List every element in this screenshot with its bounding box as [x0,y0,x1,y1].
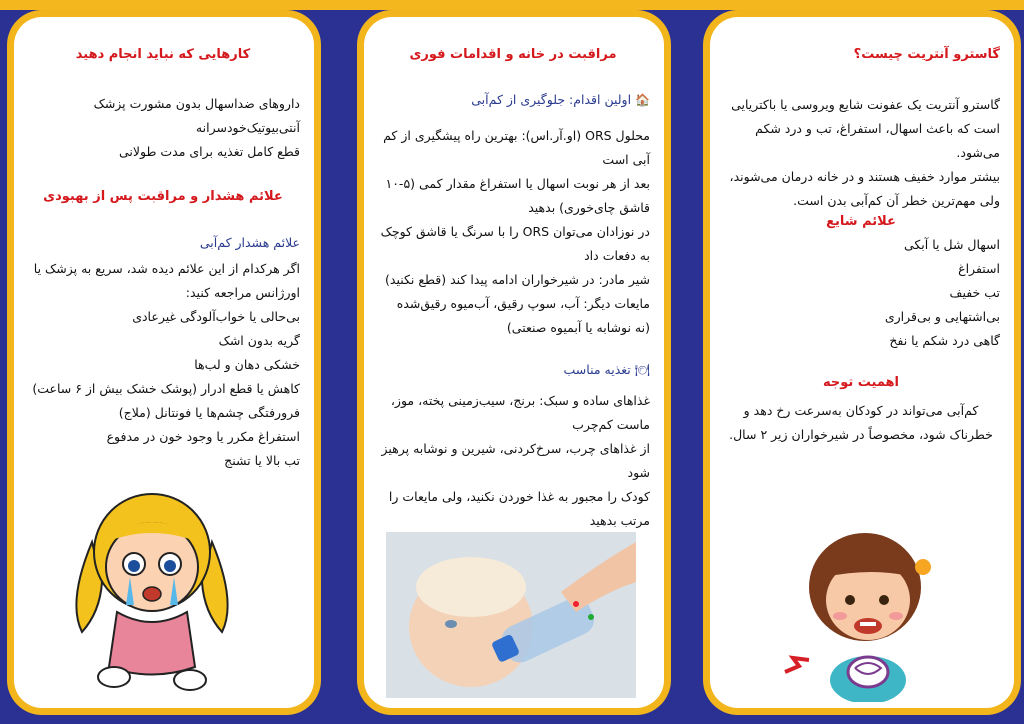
warning-line: اورژانس مراجعه کنید: [185,285,300,300]
warning-title: علائم هشدار و مراقبت پس از بهبودی [43,189,283,204]
first-step-line: مایعات دیگر: آب، سوپ رقیق، آب‌میوه رقیق‌شده [396,296,650,311]
panel-donts-warnings [14,17,314,708]
nutrition-line: کودک را مجبور به غذا خوردن نکنید، ولی مایعات را [388,489,650,504]
importance-line: خطرناک شود، مخصوصاً در شیرخواران زیر ۲ سال. [729,427,993,442]
warning-line: استفراغ مکرر یا وجود خون در مدفوع [106,429,300,444]
warning-line: تب بالا یا تشنج [224,453,300,468]
nutrition-line: ماست کم‌چرب [572,417,650,432]
nutrition-title: تغذیه مناسب [563,362,631,377]
top-band [0,0,1024,10]
dehydration-title: علائم هشدار کم‌آبی [199,235,300,250]
panel-what-is [710,17,1014,708]
nutrition-line: غذاهای ساده و سبک: برنج، سیب‌زمینی پخته، موز، [390,393,650,408]
first-step-line: محلول ORS (او.آر.اس): بهترین راه پیشگیری از کم [383,128,650,143]
house-icon: 🏠 [635,93,650,107]
symptom-item: بی‌اشتهایی و بی‌قراری [884,309,1000,324]
symptom-item: استفراغ [958,261,1000,276]
dont-item: قطع کامل تغذیه برای مدت طولانی [118,144,300,159]
nutrition-line: مرتب بدهید [589,513,650,528]
importance-title: اهمیت توجه [822,375,900,390]
warning-line: اگر هرکدام از این علائم دیده شد، سریع به پزشک یا [33,261,300,276]
first-step-line: قاشق چای‌خوری) بدهید [528,200,650,215]
first-step-line: در نوزادان می‌توان ORS را با سرنگ یا قاشق کوچک [380,224,650,239]
baby-drinking-photo [386,532,636,698]
panel-home-care [364,17,664,708]
first-step-line: شیر مادر: در شیرخواران ادامه پیدا کند (قطع نکنید) [385,272,650,287]
sick-girl-illustration [780,522,955,702]
intro-line: است که باعث اسهال، استفراغ، تب و درد شکم می‌شود. [755,121,1000,160]
donts-title: کارهایی که نباید انجام دهید [75,47,251,62]
intro-line: بیشتر موارد خفیف هستند و در خانه درمان می‌شوند، [729,169,1000,184]
first-step-line: (نه نوشابه یا آبمیوه صنعتی) [506,320,650,335]
home-care-title: مراقبت در خانه و اقدامات فوری [409,47,617,62]
nutrition-line: از غذاهای چرب، سرخ‌کردنی، شیرین و نوشابه پرهیز شود [381,441,650,480]
crying-girl-illustration [72,482,232,697]
importance-line: کم‌آبی می‌تواند در کودکان به‌سرعت رخ دهد و [743,403,979,418]
warning-line: کاهش یا قطع ادرار (پوشک خشک بیش از ۶ ساعت) [32,381,300,396]
symptom-item: گاهی درد شکم یا نفخ [889,333,1000,348]
dont-item: داروهای ضداسهال بدون مشورت پزشک [93,96,300,111]
intro-line: ولی مهم‌ترین خطر آن کم‌آبی بدن است. [793,193,1000,208]
symptom-item: تب خفیف [949,285,1000,300]
warning-line: خشکی دهان و لب‌ها [194,357,300,372]
intro-line: گاسترو آنتریت یک عفونت شایع ویروسی یا باکتریایی [731,97,1000,112]
first-step-title: اولین اقدام: جلوگیری از کم‌آبی [471,92,632,107]
first-step-line: به دفعات داد [584,248,650,263]
warning-line: گریه بدون اشک [218,333,300,348]
what-is-title: گاسترو آنتریت چیست؟ [853,47,1000,62]
warning-line: فرورفتگی چشم‌ها یا فونتانل (ملاج) [118,405,300,420]
first-step-line: بعد از هر نوبت اسهال یا استفراغ مقدار کمی (۵-۱۰ [385,176,650,191]
symptom-item: اسهال شل یا آبکی [903,237,1000,252]
dont-item: آنتی‌بیوتیک‌خودسرانه [195,120,300,135]
symptoms-title: علائم شایع [826,214,896,229]
warning-line: بی‌حالی یا خواب‌آلودگی غیرعادی [132,309,300,324]
plate-icon: 🍽 [634,363,650,377]
first-step-line: آبی است [602,152,650,167]
